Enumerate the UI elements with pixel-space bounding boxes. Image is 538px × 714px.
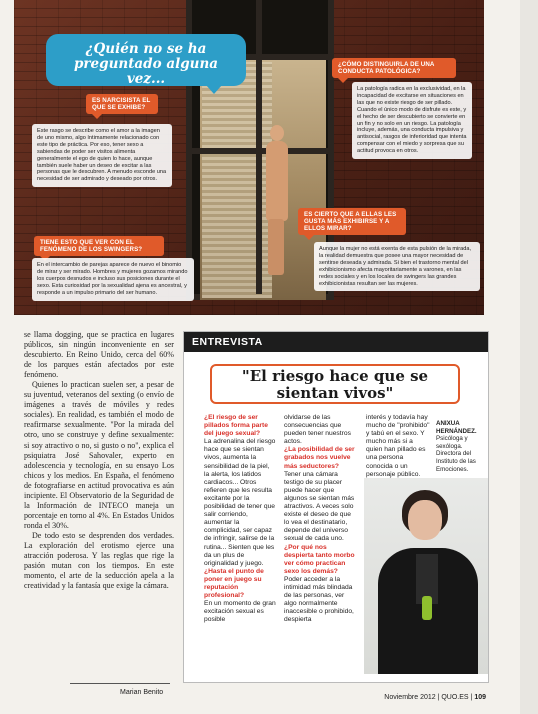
article-paragraph: se llama dogging, que se practica en lugares públicos, sin ningún inconveniente en ser descubierto. En Reino Unido, cerca del 60% de los parques están afectados por este fenómeno. (24, 330, 174, 380)
article-paragraph: De todo esto se desprenden dos verdades. La exploración del erotismo ejerce una atracción poderosa. Y las reglas que rige la pasión mutan con los tiempos. En este momento, el arte de la seducción apela a la creatividad y la fantasía que exige la cámara. (24, 530, 174, 591)
footer-text: Noviembre 2012 | QUO.ES | (384, 694, 473, 701)
panel-narcisista: Este rasgo se describe como el amor a la imagen de uno mismo, algo íntimamente relacionado con este tipo de práctica. Por eso, tener sexo a sabiendas de poder ser visitos alimenta generalmente el ego de quien lo hace, aunque también suele haber un deseo de excitar a las personas que le descubren. A menudo esconde una necesidad de ser admirado y deseado por otros. (32, 124, 172, 187)
interview-column-3 (366, 414, 431, 479)
tag-patologica: ¿CÓMO DISTINGUIRLA DE UNA CONDUCTA PATOLÓGICA? (332, 58, 456, 78)
interview-title: "El riesgo hace que se sientan vivos" (210, 364, 460, 404)
interview-answer: Poder acceder a la intimidad más blindada de las personas, ver algo normalmente inaccesible o prohibido, despierta (284, 575, 354, 624)
tag-ellas: ES CIERTO QUE A ELLAS LES GUSTA MÁS EXHIBIRSE Y A ELLOS MIRAR? (298, 208, 406, 235)
interview-box (183, 331, 489, 683)
page-number: 109 (474, 694, 486, 701)
interview-question: ¿La posibilidad de ser grabados nos vuelve más seductores? (284, 446, 355, 470)
expert-role: Psicóloga y sexóloga. Directora del Instituto de las Emociones. (436, 435, 476, 473)
page-footer (384, 694, 486, 701)
interview-header: ENTREVISTA (184, 332, 488, 352)
interview-answer: olvidarse de las consecuencias que pueden tener nuestros actos. (284, 414, 351, 446)
interview-column-2 (284, 414, 356, 624)
interview-column-1 (204, 414, 276, 624)
panel-patologica: La patología radica en la exclusividad, en la incapacidad de excitarse en situaciones en las que no existe riesgo de ser pillado. Cuando el único modo de disfrute es este, y el hecho de ser descubierto se convierte en un fin y no solo en un riesgo. La patología incluye, además, una conducta impulsiva y antisocial, rasgos de inferioridad que intenta compensar con el miedo y sorpresa que su actitud provoca en otros. (352, 82, 472, 159)
silhouette-figure (262, 125, 290, 275)
interview-answer: La adrenalina del riesgo hace que se sientan vivos, aumenta la sensibilidad de la piel, la alerta, los latidos cardiacos... Otros refieren que les resulta excitante por la posibilidad de tener que salir corriendo, aumentar la complicidad, ser capaz de infringir, salirse de la rutina... Sienten que les da un plus de originalidad y juego. (204, 438, 276, 567)
hero-photo (14, 0, 484, 315)
panel-swingers: En el intercambio de parejas aparece de nuevo el binomio de mirar y ser mirado. Hombres y mujeres gozamos mirando los cuerpos desnudos e incluso sus posiciones durante el sexo. Esta curiosidad por la sexualidad ajena es ancestral, y responde a un impulso primario del ser humano. (32, 258, 194, 301)
question-bubble: ¿Quién no se ha preguntado alguna vez... (46, 34, 246, 86)
byline: Marian Benito (120, 689, 164, 696)
interview-answer: Tener una cámara testigo de su placer puede hacer que algunos se sientan más atractivos. A veces solo existe el deseo de que lo vea el destinatario, depende del universo sexual de cada uno. (284, 470, 355, 543)
expert-portrait (364, 478, 488, 674)
interview-question: ¿Por qué nos despierta tanto morbo ver cómo practican sexo los demás? (284, 543, 355, 575)
interview-answer: interés y todavía hay mucho de "prohibido" y tabú en el sexo. Y mucho más si a quien han pillado es una persona conocida o un personaje público. (366, 414, 430, 478)
page-edge (520, 0, 538, 714)
byline-rule (70, 683, 170, 684)
article-paragraph: Quienes lo practican suelen ser, a pesar de su juventud, veteranos del sexting (o envío de imágenes a través de móviles y redes sociales). En realidad, es también el modo de reafirmarse sexualmente. "Por la mirada del otro, uno se construye y define sexualmente: si soy atractivo o no, si gusto o no", explica el psiquiatra José Sahovaler, experto en adolescencia y tecnología, en su ensayo Los chicos y los medios. En España, el fenómeno de fotografiarse en actitud provocativa es aún incipiente. El Observatorio de la Seguridad de la Información de INTECO maneja un porcentaje en torno al 4%. En Estados Unidos ronda el 30%. (24, 380, 174, 530)
expert-name: ANIXUA HERNÁNDEZ. (436, 420, 477, 435)
expert-caption (436, 420, 488, 473)
panel-ellas: Aunque la mujer no está exenta de esta pulsión de la mirada, la realidad demuestra que posee una mayor necesidad de sentirse deseada y admirada. Si bien el trastorno mental del exhibicionismo afecta mayoritariamente a varones, en las redes sociales y en los locales de swingers las grandes exhibicionistas resultan ser las mujeres. (314, 242, 480, 291)
interview-answer: En un momento de gran excitación sexual es posible (204, 600, 276, 624)
tag-narcisista: ES NARCISISTA EL QUE SE EXHIBE? (86, 94, 158, 114)
interview-question: ¿Hasta el punto de poner en juego su reputación profesional? (204, 567, 264, 600)
tag-swingers: TIENE ESTO QUE VER CON EL FENÓMENO DE LOS SWINGERS? (34, 236, 164, 256)
interview-question: ¿El riesgo de ser pillados forma parte del juego sexual? (204, 414, 268, 438)
article-body (24, 330, 174, 591)
